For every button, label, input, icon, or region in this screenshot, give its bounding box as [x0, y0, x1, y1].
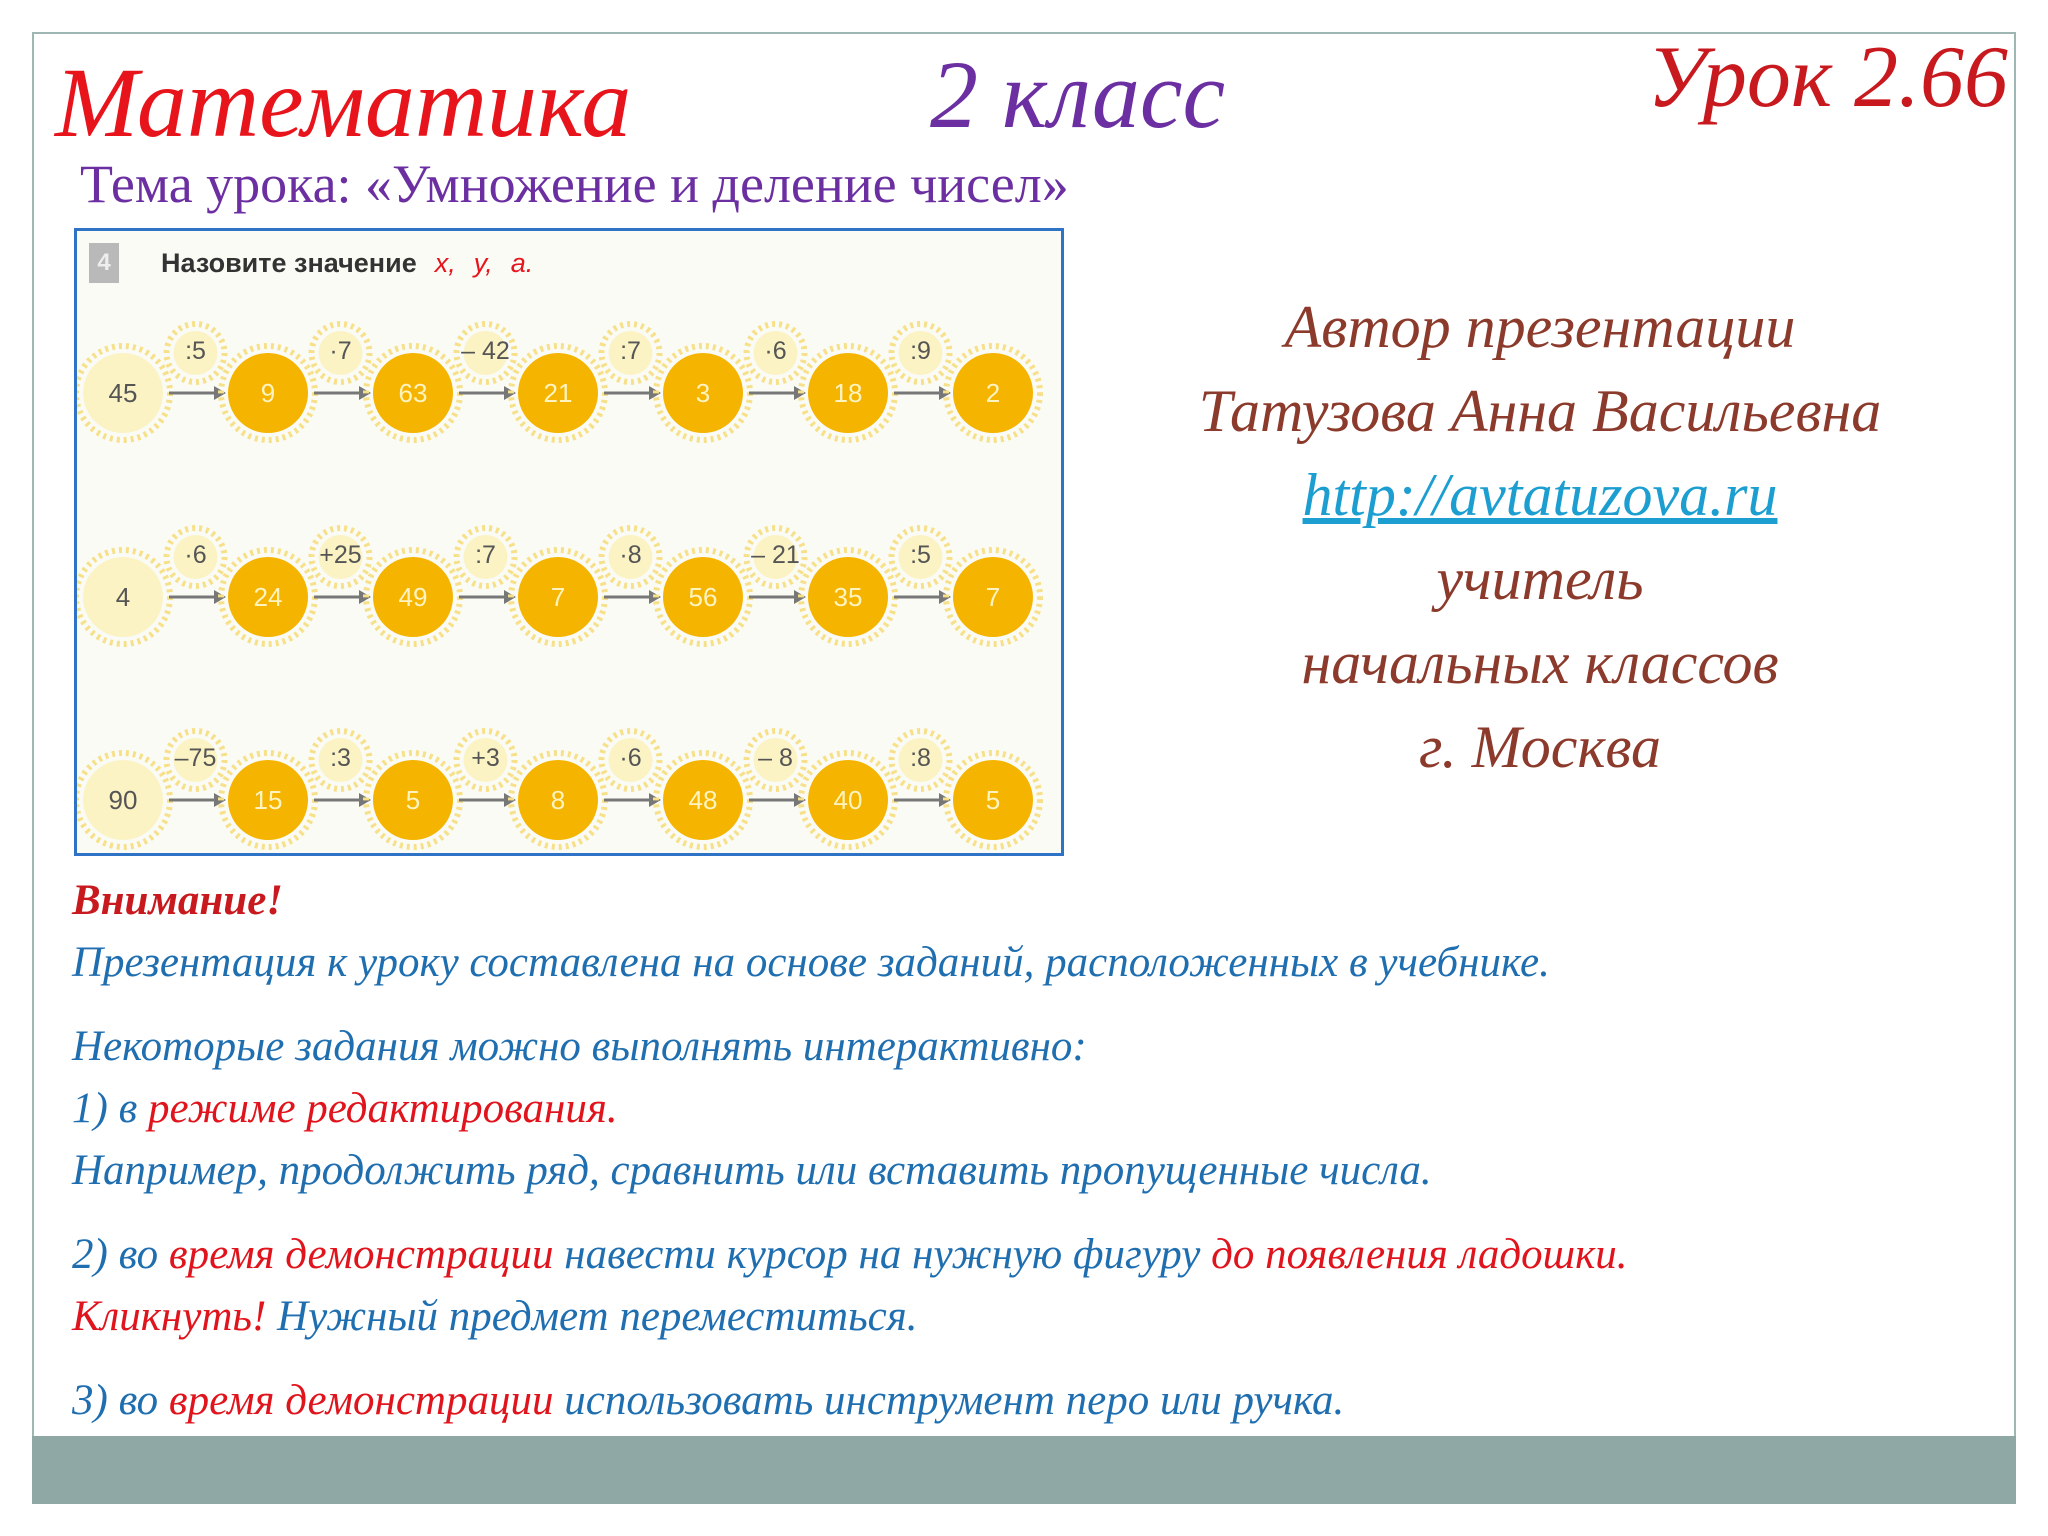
number-chains [77, 231, 1061, 853]
chain-value: 56 [688, 582, 718, 612]
exercise-var-x: x, [434, 247, 456, 278]
chain-start-value: 4 [115, 582, 131, 612]
operation-label: – 8 [758, 744, 793, 772]
note-click: Кликнуть! Нужный предмет переместиться. [72, 1293, 918, 1340]
chain-value: 15 [253, 785, 283, 815]
chain-value: 18 [833, 378, 863, 408]
warning-title: Внимание! [72, 877, 284, 924]
author-block [1090, 285, 1990, 789]
chain-value: 3 [695, 378, 711, 408]
operation-label: ·6 [619, 744, 642, 772]
operation-label: ·6 [764, 337, 787, 365]
operation-label: :5 [185, 337, 206, 365]
operation-label: +3 [471, 744, 500, 772]
note-mode-3: 3) во время демонстрации использовать инструмент перо или ручка. [72, 1377, 1345, 1424]
note-textbook: Презентация к уроку составлена на основе заданий, расположенных в учебнике. [72, 939, 1550, 986]
operation-label: :3 [330, 744, 351, 772]
chain-value: 24 [253, 582, 283, 612]
author-city: г. Москва [1418, 714, 1662, 780]
notes-block [72, 870, 2012, 1432]
operation-label: – 21 [751, 541, 800, 569]
note-interactive: Некоторые задания можно выполнять интерактивно: [72, 1023, 1087, 1070]
chain-value: 7 [985, 582, 1001, 612]
operation-label: :5 [910, 541, 931, 569]
author-role-2: начальных классов [1301, 630, 1779, 696]
note-mode-1: 1) в режиме редактирования. [72, 1085, 618, 1132]
footer-bar [32, 1436, 2016, 1504]
exercise-header [89, 243, 533, 283]
exercise-var-y: y, [473, 247, 493, 278]
lesson-topic: Тема урока: «Умножение и деление чисел» [80, 154, 1069, 214]
operation-label: –75 [174, 744, 217, 772]
note-example: Например, продолжить ряд, сравнить или вставить пропущенные числа. [72, 1147, 1432, 1194]
exercise-var-a: a. [510, 247, 534, 278]
chain-start-value: 45 [108, 378, 138, 408]
chain-value: 35 [833, 582, 863, 612]
operation-label: ·7 [329, 337, 352, 365]
exercise-title: Назовите значение [161, 247, 417, 278]
operation-label: – 42 [461, 337, 510, 365]
chain-value: 2 [985, 378, 1001, 408]
author-role-1: учитель [1436, 546, 1644, 612]
note-mode-2: 2) во время демонстрации навести курсор на нужную фигуру до появления ладошки. [72, 1231, 1628, 1278]
exercise-image [74, 228, 1064, 856]
grade-title: 2 класс [930, 41, 1226, 148]
operation-label: :9 [910, 337, 931, 365]
chain-value: 48 [688, 785, 718, 815]
chain-value: 21 [543, 378, 573, 408]
chain-value: 40 [833, 785, 863, 815]
chain-value: 9 [260, 378, 276, 408]
chain-value: 5 [985, 785, 1001, 815]
chain-value: 63 [398, 378, 428, 408]
lesson-number: Урок 2.66 [1647, 29, 2008, 126]
chain-value: 8 [550, 785, 566, 815]
exercise-number: 4 [89, 243, 119, 283]
operation-label: :7 [475, 541, 496, 569]
chain-start-value: 90 [108, 785, 138, 815]
operation-label: +25 [319, 541, 362, 569]
operation-label: :7 [620, 337, 641, 365]
subject-title: Математика [55, 47, 632, 158]
operation-label: ·6 [184, 541, 207, 569]
author-label: Автор презентации [1284, 294, 1796, 360]
author-name: Татузова Анна Васильевна [1198, 378, 1882, 444]
chain-value: 5 [405, 785, 421, 815]
chain-value: 7 [550, 582, 566, 612]
author-link[interactable]: http://avtatuzova.ru [1302, 462, 1778, 528]
operation-label: :8 [910, 744, 931, 772]
chain-value: 49 [398, 582, 428, 612]
operation-label: ·8 [619, 541, 642, 569]
